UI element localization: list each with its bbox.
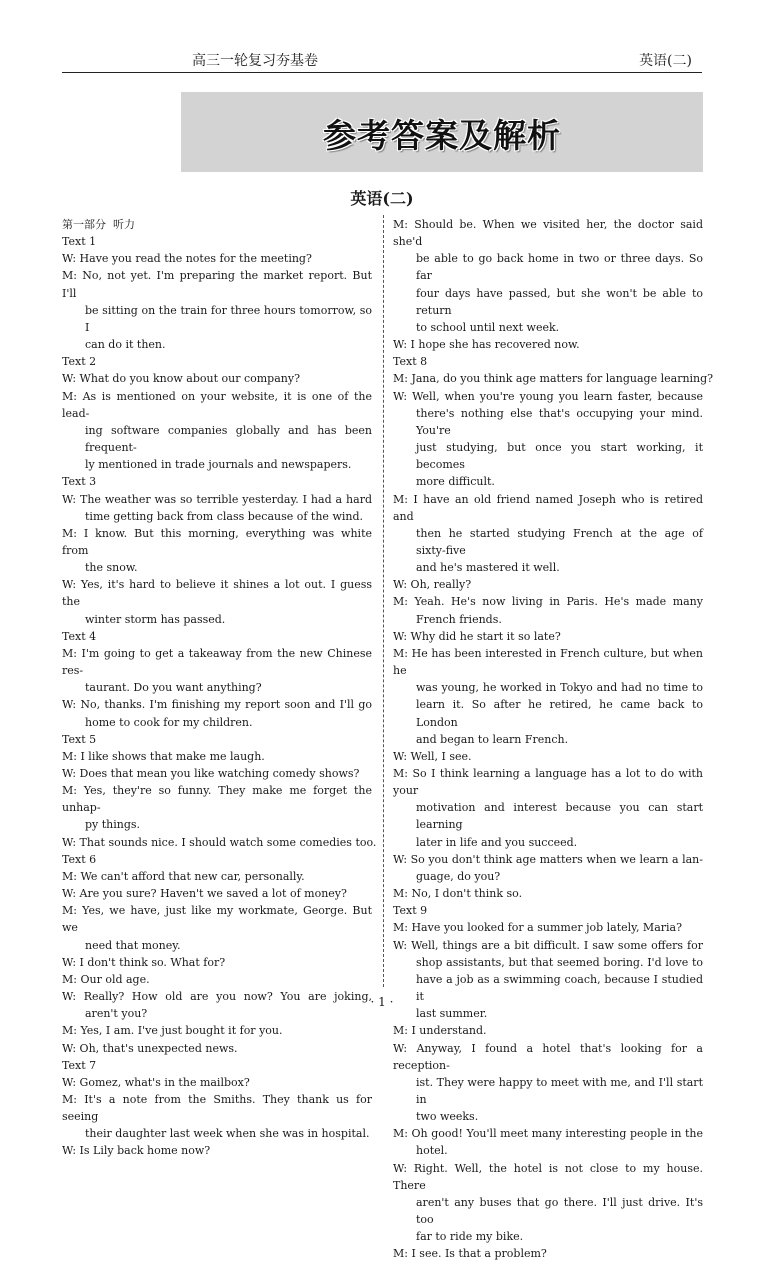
transcript-line: W: Well, I see.: [393, 749, 472, 763]
transcript-line: and he's mastered it well.: [416, 561, 560, 575]
transcript-line: W: The weather was so terrible yesterday. I had a hard: [62, 492, 372, 506]
transcript-line: ist. They were happy to meet with me, and I'll start in: [416, 1075, 703, 1106]
transcript-line: ly mentioned in trade journals and newspapers.: [85, 458, 352, 472]
transcript-line: W: Have you read the notes for the meeting?: [62, 252, 312, 266]
transcript-line: M: As is mentioned on your website, it is one of the lead-: [62, 389, 372, 420]
transcript-line: M: I have an old friend named Joseph who is retired and: [393, 492, 703, 523]
transcript-line: home to cook for my children.: [85, 715, 253, 729]
transcript-line: W: So you don't think age matters when we learn a lan-: [393, 852, 703, 866]
transcript-line: W: Anyway, I found a hotel that's looking for a reception-: [393, 1041, 703, 1072]
transcript-line: M: I understand.: [393, 1024, 487, 1038]
transcript-line: W: Oh, really?: [393, 578, 472, 592]
text-label: Text 1: [62, 235, 97, 249]
transcript-line: four days have passed, but she won't be able to return: [416, 286, 703, 317]
page-header: [62, 48, 702, 73]
transcript-line: time getting back from class because of the wind.: [85, 509, 363, 523]
transcript-line: ing software companies globally and has been frequent-: [85, 423, 372, 455]
transcript-line: was young, he worked in Tokyo and had no time to: [416, 681, 703, 695]
text-label: Text 5: [62, 732, 97, 746]
transcript-line: later in life and you succeed.: [416, 835, 578, 849]
transcript-line: learn it. So after he retired, he came back to London: [416, 698, 703, 729]
transcript-line: W: Does that mean you like watching comedy shows?: [62, 767, 360, 780]
transcript-line: W: Yes, it's hard to believe it shines a lot out. I guess the: [62, 578, 372, 609]
header-title: 高三一轮复习夯基卷: [192, 53, 318, 69]
transcript-line: W: Gomez, what's in the mailbox?: [62, 1075, 250, 1089]
transcript-line: W: I don't think so. What for?: [62, 955, 226, 969]
text-label: Text 3: [62, 475, 97, 489]
text-label: Text 6: [62, 852, 97, 866]
page-number: · 1 ·: [370, 995, 394, 1009]
transcript-line: W: Well, things are a bit difficult. I saw some offers for: [393, 938, 703, 952]
transcript-line: W: Oh, that's unexpected news.: [62, 1041, 238, 1055]
right-column: [393, 216, 714, 1263]
transcript-line: have a job as a swimming coach, because I studied it: [416, 972, 703, 1004]
transcript-line: W: What do you know about our company?: [62, 372, 300, 386]
transcript-line: winter storm has passed.: [85, 612, 226, 626]
text-label: Text 9: [393, 904, 428, 918]
transcript-line: M: Yeah. He's now living in Paris. He's made many: [393, 595, 703, 609]
transcript-line: to school until next week.: [416, 320, 560, 334]
transcript-line: just studying, but once you start working, it becomes: [416, 441, 703, 472]
transcript-line: M: I see. Is that a problem?: [393, 1247, 547, 1261]
transcript-line: M: I know. But this morning, everything was white from: [62, 526, 372, 557]
text-label: Text 4: [62, 629, 97, 643]
transcript-line: hotel.: [416, 1144, 448, 1158]
transcript-line: W: Well, when you're young you learn faster, because: [393, 389, 703, 403]
transcript-line: be able to go back home in two or three days. So far: [416, 252, 703, 283]
transcript-line: W: Is Lily back home now?: [62, 1144, 211, 1158]
transcript-line: aren't you?: [85, 1007, 148, 1021]
transcript-line: M: So I think learning a language has a lot to do with your: [393, 767, 703, 798]
transcript-line: guage, do you?: [416, 869, 501, 883]
transcript-line: shop assistants, but that seemed boring. I'd love to: [416, 955, 703, 969]
transcript-line: need that money.: [85, 938, 181, 952]
transcript-line: and began to learn French.: [416, 732, 569, 746]
transcript-line: py things.: [85, 818, 141, 832]
transcript-line: then he started studying French at the age of sixty-five: [416, 526, 703, 557]
transcript-line: motivation and interest because you can start learning: [416, 801, 703, 832]
text-label: Text 8: [393, 355, 428, 369]
left-column: [62, 216, 377, 1160]
transcript-line: be sitting on the train for three hours tomorrow, so I: [85, 303, 372, 334]
section-heading: 第一部分 听力: [62, 218, 135, 231]
transcript-line: W: That sounds nice. I should watch some comedies too.: [62, 835, 377, 849]
transcript-line: more difficult.: [416, 475, 495, 489]
transcript-line: W: No, thanks. I'm finishing my report soon and I'll go: [62, 698, 372, 712]
transcript-line: M: Yes, we have, just like my workmate, George. But we: [62, 904, 372, 935]
transcript-line: French friends.: [416, 612, 502, 626]
column-divider: [383, 215, 384, 987]
transcript-line: M: No, I don't think so.: [393, 887, 523, 901]
transcript-line: M: Our old age.: [62, 972, 150, 986]
transcript-line: W: Are you sure? Haven't we saved a lot of money?: [62, 887, 347, 901]
transcript-line: M: Should be. When we visited her, the doctor said she'd: [393, 218, 703, 249]
transcript-line: taurant. Do you want anything?: [85, 681, 262, 695]
transcript-line: M: Have you looked for a summer job lately, Maria?: [393, 921, 682, 935]
text-label: Text 7: [62, 1058, 97, 1072]
subject-heading: 英语(二): [350, 189, 414, 208]
transcript-line: M: We can't afford that new car, personally.: [62, 869, 305, 883]
transcript-line: there's nothing else that's occupying your mind. You're: [416, 406, 703, 437]
banner-title: 参考答案及解析: [323, 116, 561, 155]
transcript-line: M: Yes, I am. I've just bought it for you.: [62, 1024, 283, 1038]
transcript-line: two weeks.: [416, 1110, 479, 1124]
transcript-line: aren't any buses that go there. I'll just drive. It's too: [416, 1195, 703, 1227]
header-subject: 英语(二): [639, 53, 692, 69]
transcript-line: M: No, not yet. I'm preparing the market report. But I'll: [62, 269, 372, 300]
transcript-line: W: Really? How old are you now? You are joking,: [62, 990, 372, 1004]
transcript-line: W: I hope she has recovered now.: [393, 338, 580, 352]
transcript-line: W: Right. Well, the hotel is not close to my house. There: [393, 1161, 703, 1192]
transcript-line: can do it then.: [85, 338, 166, 352]
transcript-line: M: Jana, do you think age matters for language learning?: [393, 372, 714, 386]
transcript-line: their daughter last week when she was in hospital.: [85, 1127, 370, 1141]
transcript-line: last summer.: [416, 1007, 488, 1021]
transcript-line: M: He has been interested in French culture, but when he: [393, 646, 703, 678]
transcript-line: M: I like shows that make me laugh.: [62, 749, 265, 763]
transcript-line: far to ride my bike.: [416, 1230, 524, 1244]
title-banner: [181, 92, 703, 172]
transcript-line: M: I'm going to get a takeaway from the new Chinese res-: [62, 646, 372, 678]
transcript-line: the snow.: [85, 561, 138, 575]
text-label: Text 2: [62, 355, 97, 369]
transcript-line: M: Oh good! You'll meet many interesting people in the: [393, 1127, 703, 1141]
transcript-line: M: It's a note from the Smiths. They thank us for seeing: [62, 1092, 372, 1124]
transcript-line: W: Why did he start it so late?: [393, 629, 561, 643]
transcript-line: M: Yes, they're so funny. They make me forget the unhap-: [62, 784, 372, 815]
